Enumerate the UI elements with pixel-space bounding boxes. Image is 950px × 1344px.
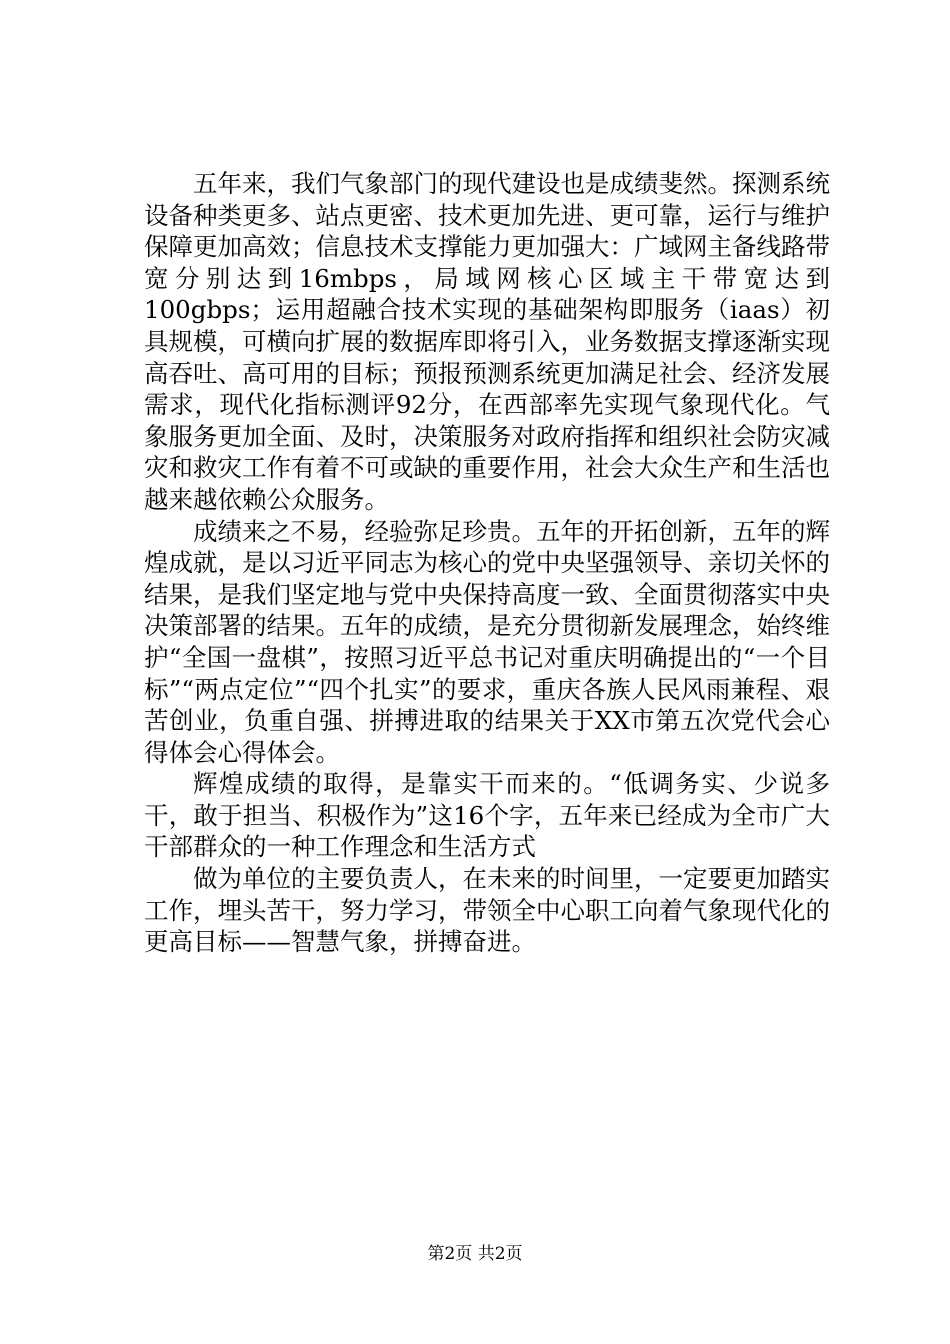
paragraph-2: 成绩来之不易，经验弥足珍贵。五年的开拓创新，五年的辉煌成就，是以习近平同志为核心的党中央坚强领导、亲切关怀的结果，是我们坚定地与党中央保持高度一致、全面贯彻落实中央决策部署的结果。五年的成绩，是充分贯彻新发展理念，始终维护“全国一盘棋”，按照习近平总书记对重庆明确提出的“一个目标”“两点定位”“四个扎实”的要求，重庆各族人民风雨兼程、艰苦创业，负重自强、拼搏进取的结果关于XX市第五次党代会心得体会心得体会。 bbox=[144, 516, 830, 767]
paragraph-4: 做为单位的主要负责人，在未来的时间里，一定要更加踏实工作，埋头苦干，努力学习，带领全中心职工向着气象现代化的更高目标——智慧气象，拼搏奋进。 bbox=[144, 864, 830, 957]
page-number-footer: 第2页 共2页 bbox=[427, 1244, 523, 1264]
paragraph-3: 辉煌成绩的取得，是靠实干而来的。“低调务实、少说多干，敢于担当、积极作为”这16个字，五年来已经成为全市广大干部群众的一种工作理念和生活方式 bbox=[144, 769, 830, 862]
paragraph-1: 五年来，我们气象部门的现代建设也是成绩斐然。探测系统设备种类更多、站点更密、技术更加先进、更可靠，运行与维护保障更加高效；信息技术支撑能力更加强大：广域网主备线路带宽分别达到16mbps，局域网核心区域主干带宽达到100gbps；运用超融合技术实现的基础架构即服务（iaas）初具规模，可横向扩展的数据库即将引入，业务数据支撑逐渐实现高吞吐、高可用的目标；预报预测系统更加满足社会、经济发展需求，现代化指标测评92分，在西部率先实现气象现代化。气象服务更加全面、及时，决策服务对政府指挥和组织社会防灾减灾和救灾工作有着不可或缺的重要作用，社会大众生产和生活也越来越依赖公众服务。 bbox=[144, 169, 830, 514]
document-body bbox=[144, 168, 830, 958]
